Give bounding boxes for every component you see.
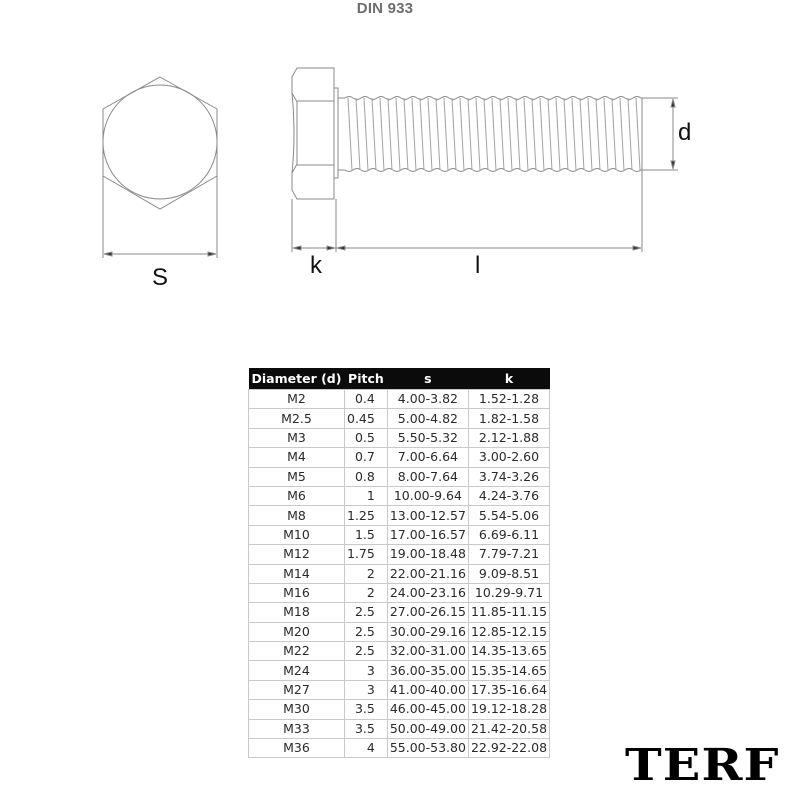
table-row	[249, 642, 550, 661]
table-row	[249, 564, 550, 583]
cell-s: 24.00-23.16	[387, 583, 468, 602]
cell-diameter: M27	[249, 680, 345, 699]
cell-s: 17.00-16.57	[387, 525, 468, 544]
cell-s: 30.00-29.16	[387, 622, 468, 641]
header-pitch: Pitch	[345, 368, 388, 390]
cell-pitch: 0.45	[345, 409, 388, 428]
cell-diameter: M18	[249, 603, 345, 622]
table-row	[249, 719, 550, 738]
table-row	[249, 428, 550, 447]
table-row	[249, 486, 550, 505]
cell-pitch: 1	[345, 486, 388, 505]
header-s: s	[387, 368, 468, 390]
cell-k: 5.54-5.06	[468, 506, 549, 525]
header-k: k	[468, 368, 549, 390]
cell-diameter: M20	[249, 622, 345, 641]
cell-diameter: M36	[249, 739, 345, 758]
cell-s: 22.00-21.16	[387, 564, 468, 583]
cell-diameter: M5	[249, 467, 345, 486]
cell-pitch: 3	[345, 661, 388, 680]
dimension-label-l: l	[475, 252, 481, 279]
cell-k: 12.85-12.15	[468, 622, 549, 641]
cell-s: 4.00-3.82	[387, 390, 468, 409]
cell-pitch: 0.4	[345, 390, 388, 409]
table-row	[249, 661, 550, 680]
cell-diameter: M14	[249, 564, 345, 583]
cell-s: 5.50-5.32	[387, 428, 468, 447]
cell-s: 10.00-9.64	[387, 486, 468, 505]
cell-k: 3.00-2.60	[468, 448, 549, 467]
dimension-label-s: S	[152, 264, 169, 291]
cell-k: 15.35-14.65	[468, 661, 549, 680]
cell-pitch: 1.5	[345, 525, 388, 544]
table-row	[249, 545, 550, 564]
cell-pitch: 1.25	[345, 506, 388, 525]
cell-pitch: 3.5	[345, 700, 388, 719]
cell-k: 1.82-1.58	[468, 409, 549, 428]
cell-pitch: 0.7	[345, 448, 388, 467]
hex-bolt-side-view-icon	[292, 68, 678, 252]
cell-pitch: 2.5	[345, 622, 388, 641]
cell-diameter: M22	[249, 642, 345, 661]
hex-head-front-view-icon	[103, 77, 217, 258]
cell-pitch: 3	[345, 680, 388, 699]
table-row	[249, 390, 550, 409]
cell-diameter: M6	[249, 486, 345, 505]
cell-k: 14.35-13.65	[468, 642, 549, 661]
cell-s: 8.00-7.64	[387, 467, 468, 486]
cell-k: 19.12-18.28	[468, 700, 549, 719]
cell-k: 4.24-3.76	[468, 486, 549, 505]
cell-s: 7.00-6.64	[387, 448, 468, 467]
cell-k: 2.12-1.88	[468, 428, 549, 447]
cell-s: 36.00-35.00	[387, 661, 468, 680]
page-title: DIN 933	[356, 0, 414, 17]
table-row	[249, 583, 550, 602]
cell-diameter: M3	[249, 428, 345, 447]
table-row	[249, 622, 550, 641]
table-row	[249, 409, 550, 428]
cell-diameter: M30	[249, 700, 345, 719]
table-row	[249, 603, 550, 622]
cell-diameter: M33	[249, 719, 345, 738]
cell-k: 1.52-1.28	[468, 390, 549, 409]
cell-s: 41.00-40.00	[387, 680, 468, 699]
dimension-label-k: k	[310, 252, 322, 279]
cell-pitch: 2.5	[345, 642, 388, 661]
table-header-row	[249, 368, 550, 390]
cell-pitch: 3.5	[345, 719, 388, 738]
cell-k: 10.29-9.71	[468, 583, 549, 602]
bolt-technical-drawing	[0, 0, 800, 340]
cell-s: 50.00-49.00	[387, 719, 468, 738]
cell-diameter: M12	[249, 545, 345, 564]
cell-diameter: M2.5	[249, 409, 345, 428]
cell-k: 7.79-7.21	[468, 545, 549, 564]
table-row	[249, 525, 550, 544]
din933-spec-table	[248, 368, 550, 758]
cell-s: 19.00-18.48	[387, 545, 468, 564]
table-row	[249, 700, 550, 719]
cell-pitch: 2.5	[345, 603, 388, 622]
header-diameter: Diameter (d)	[249, 368, 345, 390]
cell-k: 6.69-6.11	[468, 525, 549, 544]
cell-pitch: 0.5	[345, 428, 388, 447]
cell-s: 46.00-45.00	[387, 700, 468, 719]
cell-k: 9.09-8.51	[468, 564, 549, 583]
cell-diameter: M24	[249, 661, 345, 680]
cell-diameter: M16	[249, 583, 345, 602]
table-row	[249, 506, 550, 525]
dimension-label-d: d	[678, 119, 692, 146]
table-row	[249, 448, 550, 467]
cell-s: 5.00-4.82	[387, 409, 468, 428]
cell-pitch: 0.8	[345, 467, 388, 486]
cell-pitch: 2	[345, 583, 388, 602]
cell-pitch: 4	[345, 739, 388, 758]
cell-s: 13.00-12.57	[387, 506, 468, 525]
table-row	[249, 739, 550, 758]
cell-k: 11.85-11.15	[468, 603, 549, 622]
cell-pitch: 2	[345, 564, 388, 583]
cell-pitch: 1.75	[345, 545, 388, 564]
cell-diameter: M10	[249, 525, 345, 544]
cell-s: 55.00-53.80	[387, 739, 468, 758]
table-row	[249, 467, 550, 486]
cell-k: 22.92-22.08	[468, 739, 549, 758]
cell-s: 32.00-31.00	[387, 642, 468, 661]
cell-diameter: M8	[249, 506, 345, 525]
brand-logo: TERF	[625, 740, 780, 791]
cell-k: 17.35-16.64	[468, 680, 549, 699]
cell-k: 3.74-3.26	[468, 467, 549, 486]
cell-diameter: M2	[249, 390, 345, 409]
cell-diameter: M4	[249, 448, 345, 467]
table-row	[249, 680, 550, 699]
cell-s: 27.00-26.15	[387, 603, 468, 622]
cell-k: 21.42-20.58	[468, 719, 549, 738]
